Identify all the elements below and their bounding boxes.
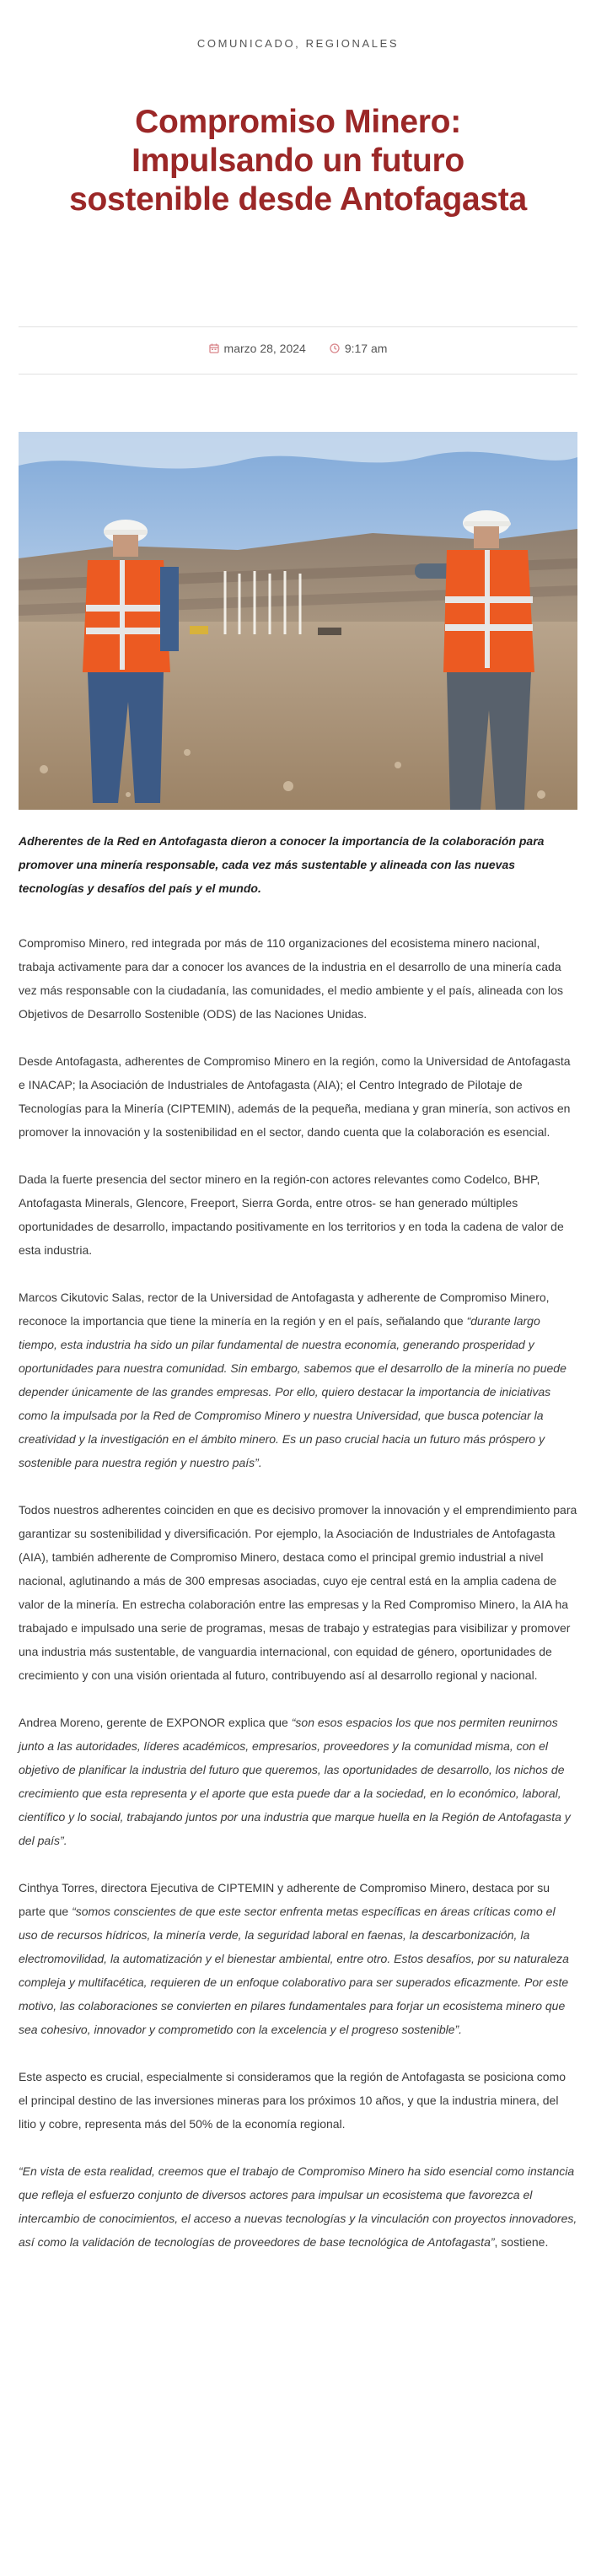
paragraph-5: Todos nuestros adherentes coinciden en que es decisivo promover la innovación y el emprendimiento para garantizar su sostenibilidad y diversificación. Por ejemplo, la Asociación de Industriales de Antofagasta (AIA), también adherente de Compromiso Minero, destaca como el principal gremio industrial a nivel nacional, aglutinando a más de 300 empresas asociadas, cuyo eje central está en la amplia cadena de valor de la minería. En estrecha colaboración entre las empresas y la Red Compromiso Minero, la AIA ha trabajado e impulsado una serie de programas, mesas de trabajo y estrategias para visibilizar y promover una industria más sustentable, de vanguardia internacional, con equidad de género, oportunidades de crecimiento y con una visión orientada al futuro, contribuyendo así al desarrollo regional y nacional. — [19, 1503, 577, 1682]
paragraph-1: Compromiso Minero, red integrada por más de 110 organizaciones del ecosistema minero nacional, trabaja activamente para dar a conocer los avances de la industria en el desarrollo de una minería cada vez más responsable con la ciudadanía, las comunidades, el medio ambiente y el país, alineada con los Objetivos de Desarrollo Sostenible (ODS) de las Naciones Unidas. — [19, 936, 563, 1021]
paragraph-6 — [19, 1711, 577, 1852]
paragraph-4-quote: “durante largo tiempo, esta industria ha sido un pilar fundamental de nuestra economía, generando prosperidad y oportunidades para nuestra comunidad. Sin embargo, sabemos que el desarrollo de la minería no puede depender únicamente de las grandes empresas. Por ello, quiero destacar la importancia de iniciativas como la impulsada por la Red de Compromiso Minero y nuestra Universidad, que busca potenciar la creatividad y la investigación en el ámbito minero. Es un paso crucial hacia un futuro más próspero y sostenible para nuestra región y nuestro país”. — [19, 1314, 566, 1469]
paragraph-9-tail: , sostiene. — [494, 2235, 549, 2249]
post-time-text: 9:17 am — [344, 342, 388, 355]
paragraph-9-quote: “En vista de esta realidad, creemos que el trabajo de Compromiso Minero ha sido esencial como instancia que refleja el esfuerzo conjunto de diversos actores para impulsar un ecosistema que favorezca el intercambio de conocimientos, el acceso a nuevas tecnologías y la vinculación con proyectos innovadores, así como la validación de tecnologías de proveedores de base tecnológica de Antofagasta” — [19, 2164, 577, 2249]
hero-image — [19, 432, 577, 810]
post-meta — [0, 342, 596, 355]
paragraph-6-lead: Andrea Moreno, gerente de EXPONOR explica que — [19, 1716, 292, 1729]
category-link-regionales[interactable]: REGIONALES — [305, 37, 400, 50]
paragraph-3: Dada la fuerte presencia del sector minero en la región-con actores relevantes como Codelco, BHP, Antofagasta Minerals, Glencore, Freeport, Sierra Gorda, entre otros- se han generado múltiples oportunidades de desarrollo, impactando positivamente en los territorios y en toda la cadena de valor de esta industria. — [19, 1172, 564, 1257]
paragraph-9 — [19, 2159, 577, 2254]
hero-caption: Adherentes de la Red en Antofagasta dieron a conocer la importancia de la colaboración para promover una minería responsable, cada vez más sustentable y alineada con las nuevas tecnologías y desafíos del país y el mundo. — [19, 834, 545, 895]
page-title: Compromiso Minero: Impulsando un futuro sostenible desde Antofagasta — [69, 104, 527, 218]
paragraph-7 — [19, 1876, 577, 2041]
article-body — [19, 931, 577, 2277]
post-date-text: marzo 28, 2024 — [223, 342, 306, 355]
post-date — [209, 342, 306, 355]
category-separator: , — [295, 37, 306, 50]
meta-divider-top — [19, 326, 577, 327]
category-line — [0, 37, 596, 50]
calendar-icon — [209, 343, 219, 353]
paragraph-4 — [19, 1285, 577, 1474]
paragraph-7-lead: Cinthya Torres, directora Ejecutiva de CIPTEMIN y adherente de Compromiso Minero, destaca por su parte que — [19, 1881, 550, 1918]
paragraph-2: Desde Antofagasta, adherentes de Compromiso Minero en la región, como la Universidad de Antofagasta e INACAP; la Asociación de Industriales de Antofagasta (AIA); el Centro Integrado de Pilotaje de Tecnologías para la Minería (CIPTEMIN), además de la pequeña, mediana y gran minería, son activos en promover la innovación y la sostenibilidad en el sector, dando cuenta que la colaboración es esencial. — [19, 1054, 571, 1139]
mining-site-photo — [19, 432, 577, 810]
paragraph-6-quote: “son esos espacios los que nos permiten reunirnos junto a las autoridades, líderes académicos, empresarios, proveedores y la comunidad misma, con el objetivo de planificar la industria del futuro que queremos, las oportunidades de desarrollo, los nichos de crecimiento que esta representa y el aporte que esta puede dar a la sociedad, en lo económico, laboral, científico y lo social, trabajando juntos por una industria que marque huella en la Región de Antofagasta y del país”. — [19, 1716, 571, 1847]
paragraph-4-lead: Marcos Cikutovic Salas, rector de la Universidad de Antofagasta y adherente de Compromiso Minero, reconoce la importancia que tiene la minería en la región y en el país, señalando que — [19, 1291, 550, 1328]
clock-icon — [330, 343, 340, 353]
post-time — [330, 342, 388, 355]
meta-divider-bottom — [19, 374, 577, 375]
paragraph-8: Este aspecto es crucial, especialmente si consideramos que la región de Antofagasta se posiciona como el principal destino de las inversiones mineras para los próximos 10 años, y que la industria minera, del litio y cobre, representa más del 50% de la economía regional. — [19, 2070, 566, 2131]
paragraph-7-quote: “somos conscientes de que este sector enfrenta metas específicas en áreas críticas como el uso de recursos hídricos, la minería verde, la seguridad laboral en faenas, la descarbonización, la electromovilidad, la automatización y el bienestar ambiental, entre otro. Estos desafíos, por su naturaleza compleja y multifacética, requieren de un enfoque colaborativo para ser superados eficazmente. Por este motivo, las colaboraciones se convierten en pilares fundamentales para forjar un ecosistema minero que sea cohesivo, innovador y comprometido con la excelencia y el progreso sostenible”. — [19, 1905, 569, 2036]
category-link-comunicado[interactable]: COMUNICADO — [196, 37, 296, 50]
